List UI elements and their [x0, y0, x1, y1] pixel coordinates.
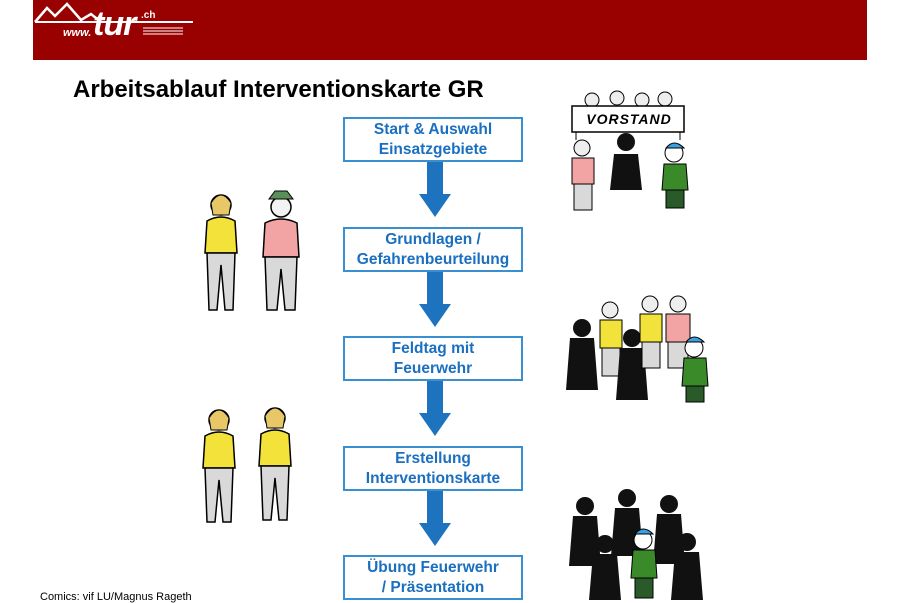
step-1-line2: Einsatzgebiete: [378, 140, 488, 158]
two-experts-illustration: [195, 185, 315, 320]
tur-logo[interactable]: [33, 0, 203, 60]
step-start-auswahl: [343, 117, 523, 162]
step-5-line1: Übung Feuerwehr: [367, 558, 499, 576]
two-women-illustration: [195, 400, 305, 530]
step-4-line1: Erstellung: [395, 449, 471, 467]
board-sign-label: VORSTAND: [586, 111, 672, 127]
field-day-illustration: [562, 290, 722, 405]
step-feldtag: [343, 336, 523, 381]
logo-www: www.: [63, 27, 92, 39]
step-2-line2: Gefahrenbeurteilung: [356, 250, 510, 268]
step-grundlagen: [343, 227, 523, 272]
step-5-line2: / Präsentation: [381, 578, 485, 596]
down-arrow-icon: [418, 272, 452, 328]
step-1-line1: Start & Auswahl: [373, 120, 493, 138]
comic-credit: Comics: vif LU/Magnus Rageth: [40, 591, 192, 603]
step-4-line2: Interventionskarte: [365, 469, 501, 487]
step-erstellung: [343, 446, 523, 491]
step-3-line1: Feldtag mit: [391, 339, 475, 357]
header-band: [33, 0, 867, 60]
page-title: Arbeitsablauf Interventionskarte GR: [73, 76, 484, 103]
down-arrow-icon: [418, 491, 452, 547]
exercise-illustration: [565, 486, 715, 600]
step-uebung: [343, 555, 523, 600]
step-3-line2: Feuerwehr: [393, 359, 473, 377]
board-scene-icon: [562, 78, 702, 213]
down-arrow-icon: [418, 381, 452, 437]
logo-ch: .ch: [141, 10, 156, 21]
logo-tur: tur: [93, 5, 136, 43]
board-meeting-illustration: [562, 78, 702, 213]
step-2-line1: Grundlagen /: [385, 230, 481, 248]
down-arrow-icon: [418, 162, 452, 218]
